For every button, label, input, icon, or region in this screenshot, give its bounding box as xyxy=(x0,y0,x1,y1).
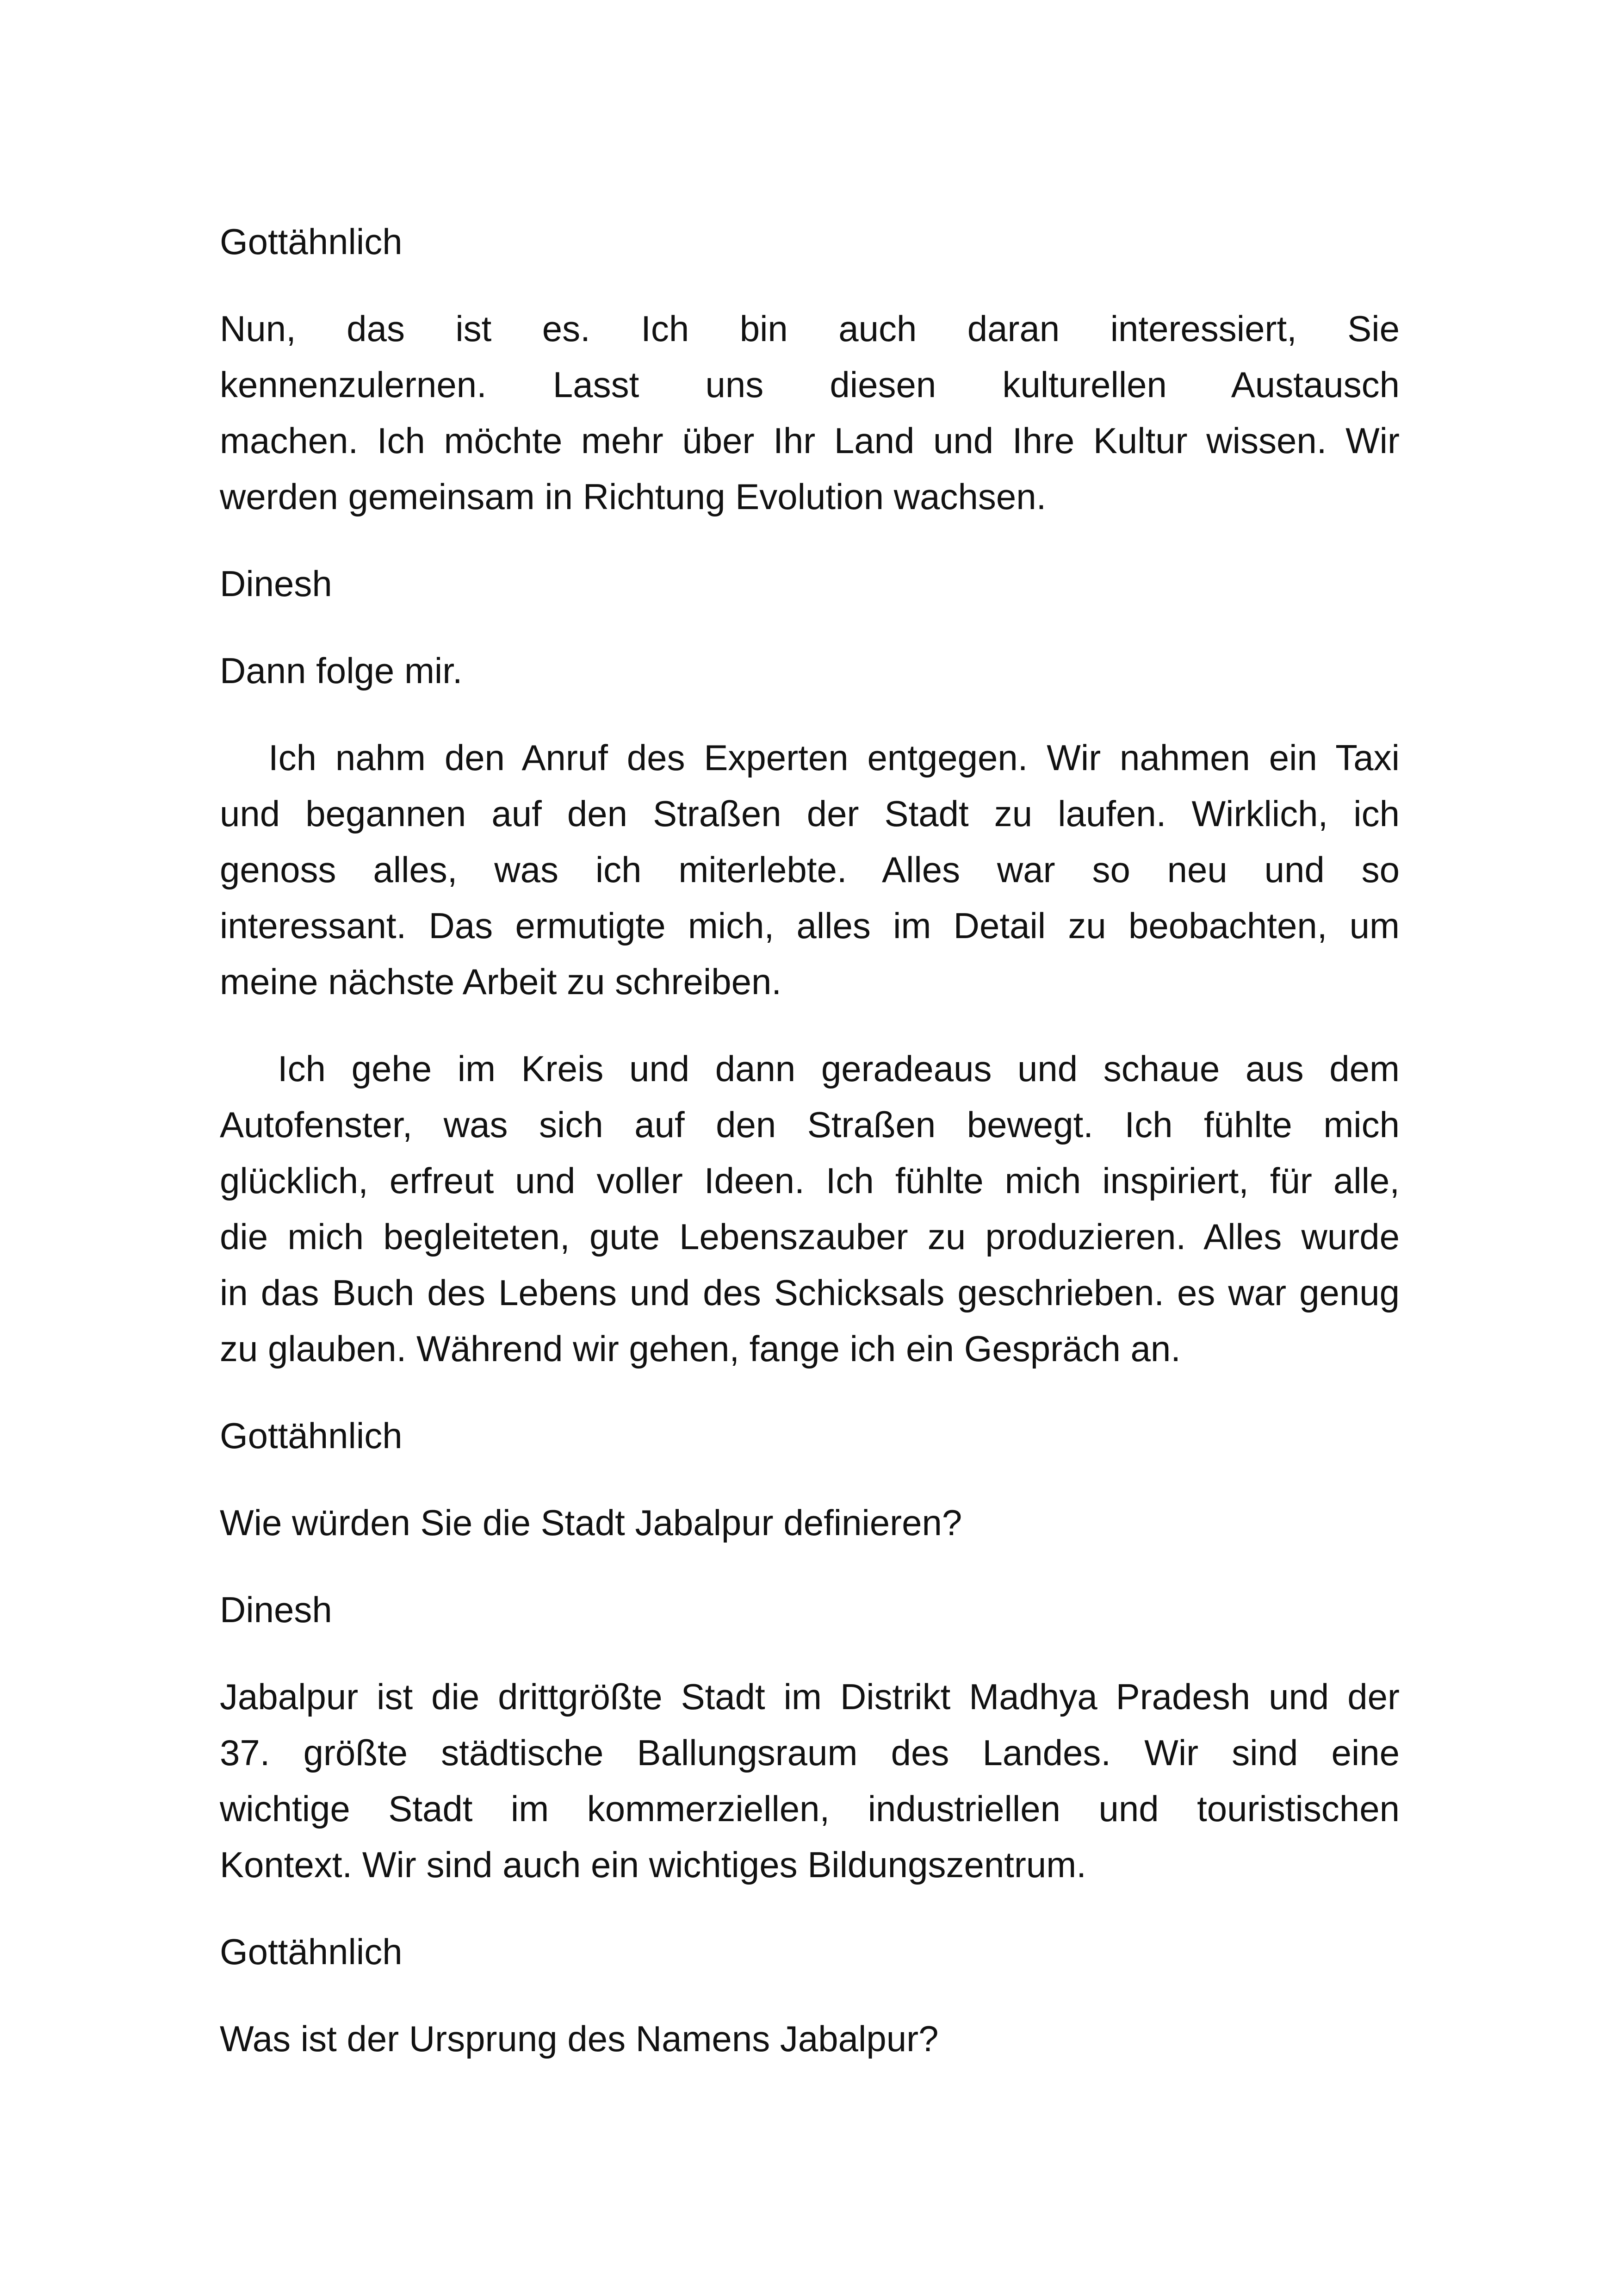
paragraph xyxy=(220,1041,1400,1377)
paragraph-line: kennenzulernen. Lasst uns diesen kulturellen Austausch xyxy=(220,364,1400,405)
speaker-name: Gottähnlich xyxy=(220,1931,403,1972)
paragraph-line: und begannen auf den Straßen der Stadt zu laufen. Wirklich, ich xyxy=(220,793,1400,834)
paragraph xyxy=(220,301,1400,525)
paragraph-line: machen. Ich möchte mehr über Ihr Land und Ihre Kultur wissen. Wir xyxy=(220,420,1400,461)
speaker-name: Gottähnlich xyxy=(220,1415,403,1456)
paragraph-line: werden gemeinsam in Richtung Evolution wachsen. xyxy=(220,476,1047,517)
paragraph-line: Autofenster, was sich auf den Straßen bewegt. Ich fühlte mich xyxy=(220,1104,1400,1145)
document-body xyxy=(220,214,1400,2098)
dialogue-line: Dann folge mir. xyxy=(220,650,463,691)
paragraph-line: wichtige Stadt im kommerziellen, industriellen und touristischen xyxy=(220,1788,1400,1829)
paragraph-line: meine nächste Arbeit zu schreiben. xyxy=(220,961,782,1002)
paragraph-line: Ich gehe im Kreis und dann geradeaus und schaue aus dem xyxy=(278,1048,1400,1089)
paragraph xyxy=(220,730,1400,1010)
dialogue-line: Was ist der Ursprung des Namens Jabalpur? xyxy=(220,2018,939,2059)
speaker-name: Gottähnlich xyxy=(220,221,403,262)
paragraph xyxy=(220,1669,1400,1893)
paragraph-line: glücklich, erfreut und voller Ideen. Ich fühlte mich inspiriert, für alle, xyxy=(220,1160,1400,1201)
paragraph-line: Nun, das ist es. Ich bin auch daran interessiert, Sie xyxy=(220,308,1400,349)
paragraph-line: Ich nahm den Anruf des Experten entgegen. Wir nahmen ein Taxi xyxy=(268,737,1400,778)
paragraph-line: in das Buch des Lebens und des Schicksals geschrieben. es war genug xyxy=(220,1272,1400,1313)
speaker-name: Dinesh xyxy=(220,563,332,604)
paragraph-line: die mich begleiteten, gute Lebenszauber zu produzieren. Alles wurde xyxy=(220,1216,1400,1257)
paragraph-line: Kontext. Wir sind auch ein wichtiges Bildungszentrum. xyxy=(220,1844,1086,1885)
paragraph-line: 37. größte städtische Ballungsraum des Landes. Wir sind eine xyxy=(220,1732,1400,1773)
paragraph-line: Jabalpur ist die drittgrößte Stadt im Distrikt Madhya Pradesh und der xyxy=(220,1676,1400,1717)
paragraph-line: zu glauben. Während wir gehen, fange ich ein Gespräch an. xyxy=(220,1328,1181,1369)
speaker-name: Dinesh xyxy=(220,1589,332,1630)
paragraph-line: genoss alles, was ich miterlebte. Alles war so neu und so xyxy=(220,849,1400,890)
dialogue-line: Wie würden Sie die Stadt Jabalpur definieren? xyxy=(220,1502,962,1543)
paragraph-line: interessant. Das ermutigte mich, alles im Detail zu beobachten, um xyxy=(220,905,1400,946)
